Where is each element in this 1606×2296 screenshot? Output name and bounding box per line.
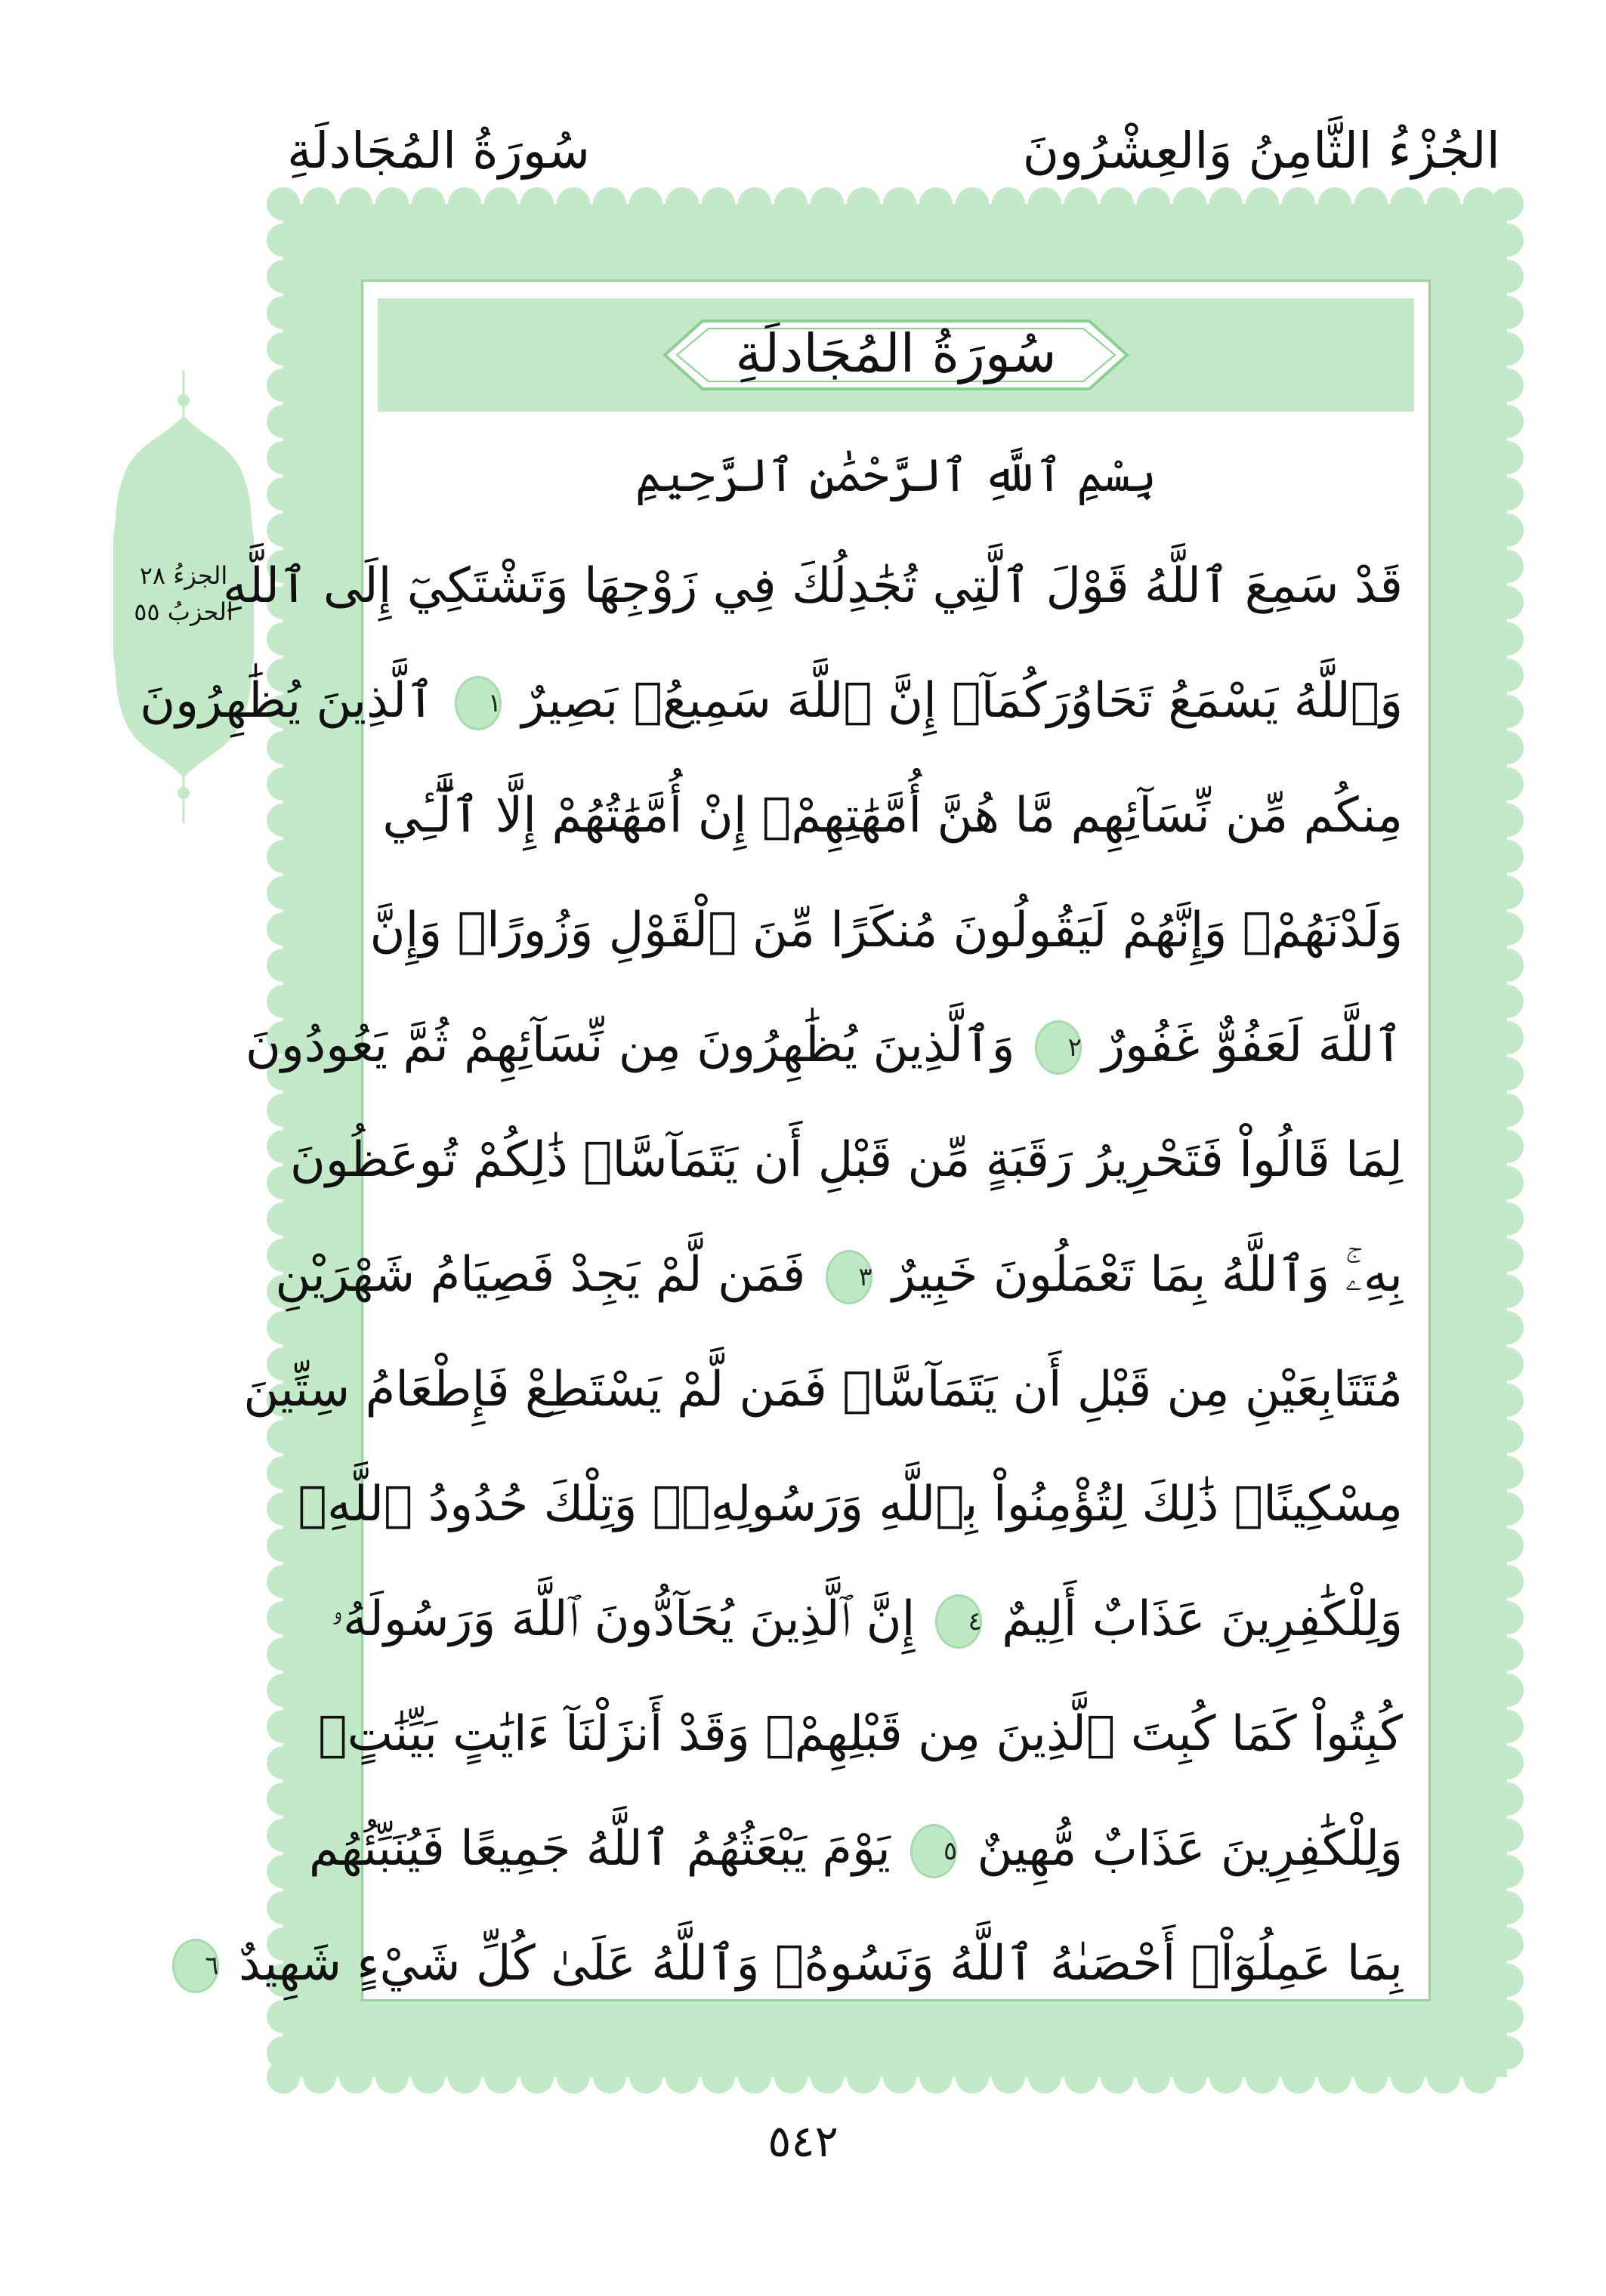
verse-text: وَٱللَّهُ يَسْمَعُ تَحَاوُرَكُمَآۚ إِنَّ ٱللَّهَ سَمِيعُۢ بَصِيرٌ — [521, 673, 1403, 729]
verse-text: يَوْمَ يَبْعَثُهُمُ ٱللَّهُ جَمِيعًا فَيُنَبِّئُهُم — [308, 1821, 891, 1877]
ayah-number-marker: ٣ — [826, 1250, 872, 1304]
ayah-number-marker: ١ — [455, 676, 502, 730]
verse-text: وَلَدْنَهُمْۚ وَإِنَّهُمْ لَيَقُولُونَ مُنكَرًا مِّنَ ٱلْقَوْلِ وَزُورًاۚ وَإِنَّ — [369, 903, 1403, 958]
verse-line — [318, 1677, 1403, 1791]
verse-line — [382, 758, 1403, 873]
verse-line — [369, 873, 1403, 988]
verse-line — [222, 529, 1403, 643]
surah-name: سُورَةُ المُجَادلَةِ — [735, 322, 1057, 384]
verse-line — [245, 988, 1403, 1103]
verse-text: إِنَّ ٱلَّذِينَ يُحَآدُّونَ ٱللَّهَ وَرَسُولَهُۥ — [331, 1591, 916, 1647]
verse-text: لِمَا قَالُواْ فَتَحْرِيرُ رَقَبَةٍ مِّن قَبْلِ أَن يَتَمَآسَّاۚ ذَٰلِكُمْ تُوعَظُونَ — [289, 1132, 1403, 1188]
ayah-number-marker: ٢ — [1035, 1020, 1082, 1075]
verse-text: وَلِلْكَٰفِرِينَ عَذَابٌ مُّهِينٌ — [977, 1821, 1403, 1877]
verse-line — [243, 1332, 1403, 1447]
verse-text: ٱلَّذِينَ يُظَٰهِرُونَ — [140, 673, 435, 729]
basmala: بِسْمِ ٱللَّهِ ٱلرَّحْمَٰنِ ٱلرَّحِيمِ — [635, 449, 1157, 502]
surah-header: سُورَةُ المُجَادلَةِ — [287, 122, 591, 180]
verse-text: بِهِۦۚ وَٱللَّهُ بِمَا تَعْمَلُونَ خَبِيرٌ — [892, 1247, 1403, 1303]
ayah-number-marker: ٦ — [172, 1939, 219, 1993]
verse-text: فَمَن لَّمْ يَجِدْ فَصِيَامُ شَهْرَيْنِ — [275, 1247, 806, 1303]
verse-line — [205, 1906, 1403, 2021]
hizb-number: الحزبُ ٥٥ — [134, 597, 233, 626]
verse-line — [289, 1103, 1403, 1217]
verse-text: وَلِلْكَٰفِرِينَ عَذَابٌ أَلِيمٌ — [1002, 1591, 1403, 1647]
verse-text: وَٱلَّذِينَ يُظَٰهِرُونَ مِن نِّسَآئِهِمْ ثُمَّ يَعُودُونَ — [245, 1017, 1015, 1073]
verse-text: قَدْ سَمِعَ ٱللَّهُ قَوْلَ ٱلَّتِي تُجَٰدِلُكَ فِي زَوْجِهَا وَتَشْتَكِيٓ إِلَى ٱللَّهِ — [222, 558, 1403, 614]
verse-text: ٱللَّهَ لَعَفُوٌّ غَفُورٌ — [1101, 1017, 1403, 1073]
verse-text: كُبِتُواْ كَمَا كُبِتَ ٱلَّذِينَ مِن قَبْلِهِمْۚ وَقَدْ أَنزَلْنَآ ءَايَٰتٍ بَيِّنَٰتٍۚ — [318, 1706, 1403, 1762]
verse-line — [308, 1791, 1403, 1906]
verse-line — [298, 1447, 1403, 1562]
verse-line — [331, 1562, 1403, 1677]
juz-header: الجُزْءُ الثَّامِنُ وَالعِشْرُونَ — [1022, 122, 1500, 180]
verse-line — [140, 643, 1403, 758]
ayah-number-marker: ٥ — [910, 1824, 957, 1878]
juz-number: الجزءُ ٢٨ — [139, 561, 228, 590]
verse-text: بِمَا عَمِلُوٓاْۚ أَحْصَىٰهُ ٱللَّهُ وَنَسُوهُۚ وَٱللَّهُ عَلَىٰ كُلِّ شَيْءٍ شَهِيدٌ — [239, 1936, 1403, 1992]
verse-text: مِسْكِينًاۚ ذَٰلِكَ لِتُؤْمِنُواْ بِٱللَّهِ وَرَسُولِهِۦۚ وَتِلْكَ حُدُودُ ٱللَّهِۗ — [298, 1477, 1403, 1532]
page-number: ٥٤٢ — [767, 2115, 839, 2167]
surah-banner — [378, 298, 1414, 412]
verse-text: مِنكُم مِّن نِّسَآئِهِم مَّا هُنَّ أُمَّهَٰتِهِمْۖ إِنْ أُمَّهَٰتُهُمْ إِلَّا ٱلَّٰٓـِٔي — [382, 788, 1403, 844]
ayah-number-marker: ٤ — [935, 1594, 982, 1649]
verse-line — [275, 1217, 1403, 1332]
verse-text: مُتَتَابِعَيْنِ مِن قَبْلِ أَن يَتَمَآسَّاۖ فَمَن لَّمْ يَسْتَطِعْ فَإِطْعَامُ سِتِّينَ — [243, 1362, 1403, 1418]
